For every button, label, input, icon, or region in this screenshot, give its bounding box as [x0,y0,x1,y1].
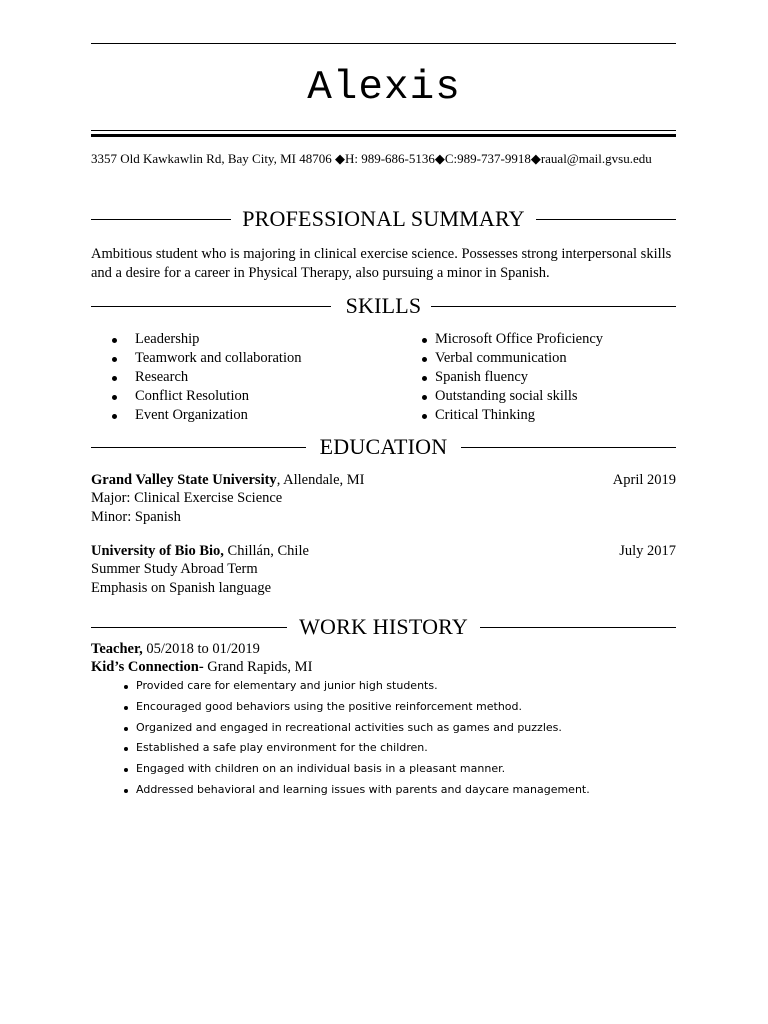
bullet-icon [124,685,128,689]
duty-text: Provided care for elementary and junior high students. [136,679,438,692]
skill-label: Verbal communication [435,350,567,366]
bullet-icon [124,747,128,751]
skill-label: Microsoft Office Proficiency [435,331,604,347]
bullet-icon [112,376,117,381]
skill-label: Conflict Resolution [135,388,249,404]
list-item [107,387,301,406]
list-item [124,697,590,718]
job-dates: 05/2018 to 01/2019 [142,641,260,657]
skill-label: Research [135,369,189,385]
bullet-icon [124,727,128,731]
list-item [107,368,301,387]
duties-list [124,676,590,801]
education-entry-header [91,471,364,490]
list-item [107,330,301,349]
list-item [124,780,590,801]
bullet-icon [422,338,427,343]
section-professional-summary [91,204,676,234]
list-item [422,387,603,406]
section-skills [91,291,676,321]
list-item [422,406,603,425]
bullet-icon [112,395,117,400]
header-rule-thin [91,130,676,131]
section-work-history [91,612,676,642]
list-item [422,368,603,387]
top-rule [91,43,676,44]
list-item [124,759,590,780]
skill-label: Event Organization [135,407,248,423]
bullet-icon [112,338,117,343]
education-date: April 2019 [612,472,676,488]
bullet-icon [124,706,128,710]
skill-label: Leadership [135,331,200,347]
section-title: EDUCATION [314,434,454,459]
school-location: Chillán, Chile [223,543,309,559]
education-detail: Emphasis on Spanish language [91,580,272,596]
candidate-name: Alexis [307,65,461,111]
contact-line: 3357 Old Kawkawlin Rd, Bay City, MI 48706 ◆H: 989-686-5136◆C:989-737-9918◆raual@mail.gvsu.edu [91,151,652,166]
summary-text: Ambitious student who is majoring in clinical exercise science. Possesses strong interpersonal skills and a desire for a career in Physical Therapy, also pursuing a minor in Spanish. [91,246,672,281]
education-detail: Minor: Spanish [91,509,181,525]
school-name: Grand Valley State University [91,472,277,488]
education-detail: Major: Clinical Exercise Science [91,490,283,506]
bullet-icon [422,376,427,381]
bullet-icon [124,768,128,772]
bullet-icon [422,395,427,400]
skill-label: Teamwork and collaboration [135,350,302,366]
list-item [107,406,301,425]
duty-text: Encouraged good behaviors using the positive reinforcement method. [136,699,523,713]
list-item [124,738,590,759]
bullet-icon [124,789,128,793]
skills-list-left [107,330,301,425]
duty-text: Addressed behavioral and learning issues with parents and daycare management. [136,782,590,796]
bullet-icon [422,414,427,419]
header-rule-thick [91,134,676,137]
list-item [124,718,590,739]
list-item [107,349,301,368]
bullet-icon [112,357,117,362]
skill-label: Outstanding social skills [435,388,578,404]
list-item [422,349,603,368]
job-role: Teacher, [91,641,143,657]
employer-location: Grand Rapids, MI [203,659,313,675]
section-title: SKILLS [340,293,428,318]
skill-label: Spanish fluency [435,369,529,385]
school-name: University of Bio Bio, [91,543,224,559]
duty-text: Organized and engaged in recreational activities such as games and puzzles. [136,720,562,734]
section-education [91,432,676,462]
duty-text: Engaged with children on an individual basis in a pleasant manner. [136,762,506,776]
section-title: WORK HISTORY [293,614,474,639]
list-item [422,330,603,349]
employer-name: Kid’s Connection- [91,659,204,675]
duty-text: Established a safe play environment for the children. [136,741,428,755]
bullet-icon [422,357,427,362]
skill-label: Critical Thinking [435,407,536,423]
education-detail: Summer Study Abroad Term [91,561,258,577]
job-title-line [91,640,260,659]
school-location: , Allendale, MI [276,472,365,488]
employer-line [91,658,312,677]
bullet-icon [112,414,117,419]
skills-list-right [422,330,603,425]
education-entry-header [91,542,309,561]
list-item [124,676,590,697]
section-title: PROFESSIONAL SUMMARY [236,206,531,231]
education-date: July 2017 [619,543,676,559]
